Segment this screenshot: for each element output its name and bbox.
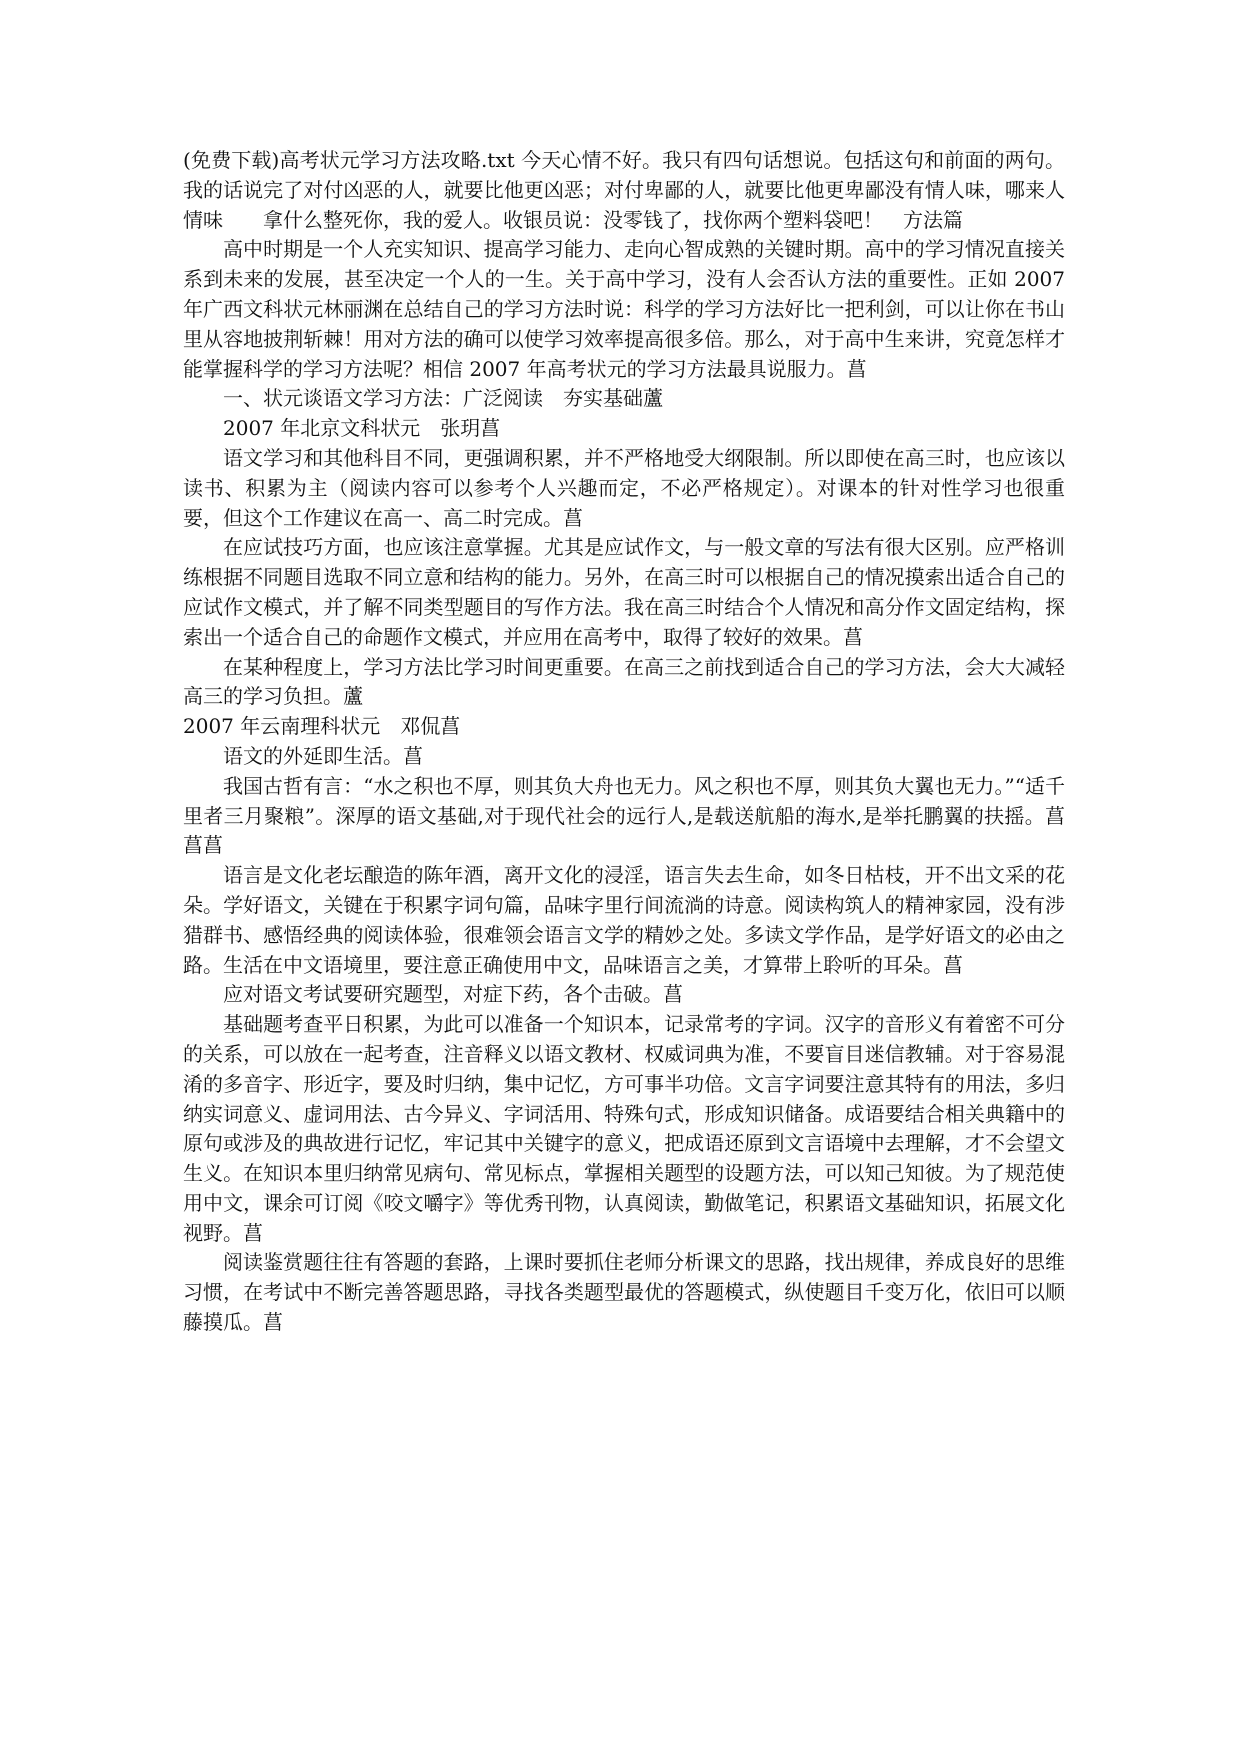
paragraph-exam-skills: 在应试技巧方面，也应该注意掌握。尤其是应试作文，与一般文章的写法有很大区别。应严格训练根据不同题目选取不同立意和结构的能力。另外，在高三时可以根据自己的情况摸索出适合自己的应试作文模式，并了解不同类型题目的写作方法。我在高三时结合个人情况和高分作文固定结构，探索出一个适合自己的命题作文模式，并应用在高考中，取得了较好的效果。菖: [183, 535, 1065, 649]
paragraph-accumulation: 语文学习和其他科目不同，更强调积累，并不严格地受大纲限制。所以即使在高三时，也应该以读书、积累为主（阅读内容可以参考个人兴趣而定，不必严格规定）。对课本的针对性学习也很重要，但这个工作建议在高一、高二时完成。菖: [183, 445, 1065, 530]
paragraph-method-vs-time: 在某种程度上，学习方法比学习时间更重要。在高三之前找到适合自己的学习方法，会大大减轻高三的学习负担。蘆: [183, 654, 1065, 709]
paragraph-intro: 高中时期是一个人充实知识、提高学习能力、走向心智成熟的关键时期。高中的学习情况直接关系到未来的发展，甚至决定一个人的一生。关于高中学习，没有人会否认方法的重要性。正如 2007 年广西文科状元林丽渊在总结自己的学习方法时说：科学的学习方法好比一把利剑，可以让你在书山里从容地披荆斩棘！用对方法的确可以使学习效率提高很多倍。那么，对于高中生来讲，究竟怎样才能掌握科学的学习方法呢？相信 2007 年高考状元的学习方法最具说服力。菖: [183, 237, 1065, 381]
paragraph-reading-questions: 阅读鉴赏题往往有答题的套路，上课时要抓住老师分析课文的思路，找出规律，养成良好的思维习惯，在考试中不断完善答题思路，寻找各类题型最优的答题模式，纵使题目千变万化，依旧可以顺藤摸瓜。菖: [183, 1250, 1065, 1335]
paragraph-basic-questions: 基础题考查平日积累，为此可以准备一个知识本，记录常考的字词。汉字的音形义有着密不可分的关系，可以放在一起考查，注音释义以语文教材、权威词典为准，不要盲目迷信教辅。对于容易混淆的多音字、形近字，要及时归纳，集中记忆，方可事半功倍。文言字词要注意其特有的用法，多归纳实词意义、虚词用法、古今异义、字词活用、特殊句式，形成知识储备。成语要结合相关典籍中的原句或涉及的典故进行记忆，牢记其中关键字的意义，把成语还原到文言语境中去理解，才不会望文生义。在知识本里归纳常见病句、常见标点，掌握相关题型的设题方法，可以知己知彼。为了规范使用中文，课余可订阅《咬文嚼字》等优秀刊物，认真阅读，勤做笔记，积累语文基础知识，拓展文化视野。菖: [183, 1012, 1065, 1245]
paragraph-header: (免费下载)高考状元学习方法攻略.txt 今天心情不好。我只有四句话想说。包括这句和前面的两句。我的话说完了对付凶恶的人，就要比他更凶恶；对付卑鄙的人，就要比他更卑鄙没有情人味，哪来人情味 拿什么整死你，我的爱人。收银员说：没零钱了，找你两个塑料袋吧！ 方法篇: [183, 148, 1065, 232]
paragraph-exam-types: 应对语文考试要研究题型，对症下药，各个击破。菖: [223, 982, 683, 1007]
paragraph-ancient-saying: 我国古哲有言：“水之积也不厚，则其负大舟也无力。风之积也不厚，则其负大翼也无力。”“适千里者三月聚粮”。深厚的语文基础,对于现代社会的远行人,是载送航船的海水,是举托鹏翼的扶摇。菖菖菖: [183, 773, 1065, 858]
author-line-deng-kan: 2007 年云南理科状元 邓侃菖: [183, 714, 461, 739]
document-body: [183, 146, 1065, 1338]
author-line-zhang-yue: 2007 年北京文科状元 张玥菖: [223, 416, 501, 441]
paragraph-language-culture: 语言是文化老坛酿造的陈年酒，离开文化的浸淫，语言失去生命，如冬日枯枝，开不出文采的花朵。学好语文，关键在于积累字词句篇，品味字里行间流淌的诗意。阅读构筑人的精神家园，没有涉猎群书、感悟经典的阅读体验，很难领会语言文学的精妙之处。多读文学作品，是学好语文的必由之路。生活在中文语境里，要注意正确使用中文，品味语言之美，才算带上聆听的耳朵。菖: [183, 863, 1065, 977]
paragraph-language-is-life: 语文的外延即生活。菖: [223, 743, 423, 768]
section-heading-chinese: 一、状元谈语文学习方法：广泛阅读 夯实基础蘆: [223, 386, 663, 411]
